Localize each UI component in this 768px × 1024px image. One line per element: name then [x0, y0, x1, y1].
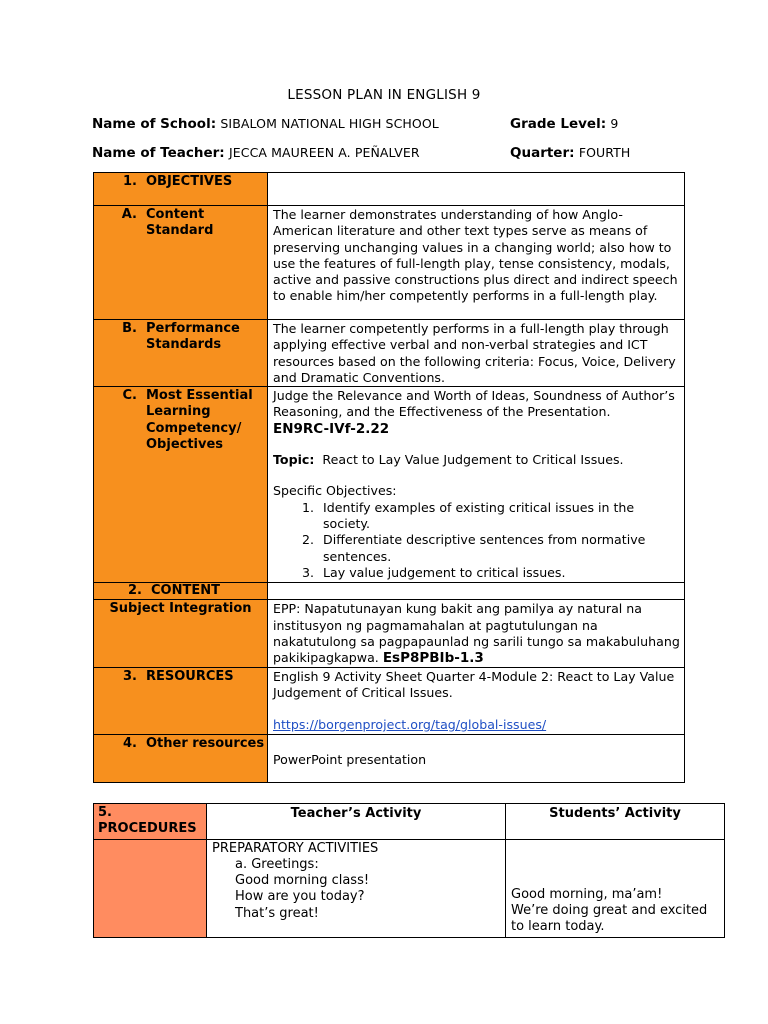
content-label: CONTENT: [151, 583, 220, 599]
content-standard-num: A.: [121, 207, 137, 222]
teacher-activity-header: Teacher’s Activity: [207, 804, 506, 840]
teacher-line: How are you today?: [235, 889, 365, 905]
performance-standards-row: [94, 320, 685, 387]
objective-item: 2. Differentiate descriptive sentences from normative sentences.: [318, 532, 680, 565]
content-standard-text: The learner demonstrates understanding of how Anglo-American literature and other text types serve as means of preserving unchanging values in a changing world; also how to use the features of full-length play, tense consistency, modals, active and passive constructions plus direct and indirect speech to enable him/her competently performs in a full-length play.: [268, 206, 685, 320]
objective-item: 1. Identify examples of existing critical issues in the society.: [318, 500, 680, 533]
grade-label: Grade Level:: [510, 116, 607, 132]
grade-value: 9: [610, 116, 619, 131]
specific-objectives-list: [273, 500, 680, 581]
resources-cell: [268, 667, 685, 734]
other-resources-text: PowerPoint presentation: [268, 734, 685, 782]
topic-label: Topic:: [273, 452, 315, 468]
objectives-label: OBJECTIVES: [146, 174, 233, 189]
melc-label-cell: [94, 387, 268, 583]
content-value-cell: [268, 583, 685, 600]
topic-text: React to Lay Value Judgement to Critical Issues.: [322, 452, 624, 468]
page-title: LESSON PLAN IN ENGLISH 9: [287, 87, 481, 103]
melc-row: [94, 387, 685, 583]
subject-integration-text: EPP: Napatutunayan kung bakit ang pamilya ay natural na institusyon ng pagmamahalan at pagtutulungan na nakatutulong sa pagpapaunlad ng sarili tungo sa makabuluhang pakikipagkapwa.: [273, 601, 680, 666]
resources-row: [94, 667, 685, 734]
quarter-label: Quarter:: [510, 145, 575, 161]
subject-integration-row: [94, 600, 685, 667]
melc-label: Most Essential Learning Competency/ Objectives: [146, 388, 253, 453]
objectives-num: 1.: [123, 174, 137, 189]
resources-label-cell: [94, 667, 268, 734]
school-label: Name of School:: [92, 116, 217, 132]
content-row: [94, 583, 685, 600]
content-standard-row: [94, 206, 685, 320]
subject-integration-label: Subject Integration: [109, 601, 252, 617]
objectives-value-cell: [268, 173, 685, 206]
resources-label: RESOURCES: [146, 668, 234, 684]
procedures-table: [93, 803, 725, 938]
performance-standards-num: B.: [122, 321, 137, 336]
other-resources-label: Other resources: [146, 735, 265, 751]
other-resources-row: [94, 734, 685, 782]
quarter-field: [510, 145, 630, 161]
lesson-plan-table: [93, 172, 685, 783]
student-line: Good morning, ma’am!: [511, 886, 663, 902]
teacher-label: Name of Teacher:: [92, 145, 225, 161]
quarter-value: FOURTH: [578, 145, 631, 160]
performance-standards-label-cell: [94, 320, 268, 387]
students-activity-cell: [506, 839, 725, 937]
school-value: SIBALOM NATIONAL HIGH SCHOOL: [220, 116, 439, 131]
subject-integration-code: EsP8PBIb-1.3: [382, 650, 484, 667]
greetings-label: a. Greetings:: [235, 856, 319, 872]
objective-item: 3. Lay value judgement to critical issues.: [318, 565, 680, 581]
teacher-line: That’s great!: [235, 905, 319, 921]
resources-text: English 9 Activity Sheet Quarter 4-Module 2: React to Lay Value Judgement of Critical Issues.: [273, 668, 675, 700]
content-label-cell: [94, 583, 268, 600]
grade-field: [510, 116, 618, 132]
melc-cell: [268, 387, 685, 583]
objectives-label-cell: [94, 173, 268, 206]
prep-title: PREPARATORY ACTIVITIES: [212, 840, 379, 856]
melc-code: EN9RC-IVf-2.22: [273, 420, 390, 437]
student-line: We’re doing great and excited to learn today.: [511, 902, 708, 935]
melc-text: Judge the Relevance and Worth of Ideas, Soundness of Author’s Reasoning, and the Effectiveness of the Presentation.: [273, 388, 675, 420]
performance-standards-label: Performance Standards: [146, 321, 240, 353]
preparatory-row: [94, 839, 725, 937]
procedures-label: 5. PROCEDURES: [94, 804, 207, 840]
subject-integration-cell: [268, 600, 685, 667]
teacher-value: JECCA MAUREEN A. PEÑALVER: [228, 145, 420, 160]
objectives-row: [94, 173, 685, 206]
students-activity-header: Students’ Activity: [506, 804, 725, 840]
content-num: 2.: [128, 583, 142, 599]
content-standard-label-cell: [94, 206, 268, 320]
melc-num: C.: [122, 388, 137, 404]
other-resources-label-cell: [94, 734, 268, 782]
content-standard-label: Content Standard: [146, 207, 214, 239]
teacher-field: [92, 145, 420, 161]
topic-line: [273, 452, 680, 468]
procedures-header-row: [94, 804, 725, 840]
subject-integration-label-cell: [94, 600, 268, 667]
teacher-line: Good morning class!: [235, 873, 370, 889]
resources-num: 3.: [123, 668, 137, 684]
procedures-side-cell: [94, 839, 207, 937]
other-resources-num: 4.: [123, 735, 137, 751]
school-field: [92, 116, 439, 132]
teacher-activity-cell: [207, 839, 506, 937]
performance-standards-text: The learner competently performs in a full-length play through applying effective verbal and non-verbal strategies and ICT resources based on the following criteria: Focus, Voice, Delivery and Dramatic Conventions.: [268, 320, 685, 387]
resources-link[interactable]: https://borgenproject.org/tag/global-issues/: [273, 717, 547, 733]
specific-objectives-label: Specific Objectives:: [273, 483, 397, 499]
